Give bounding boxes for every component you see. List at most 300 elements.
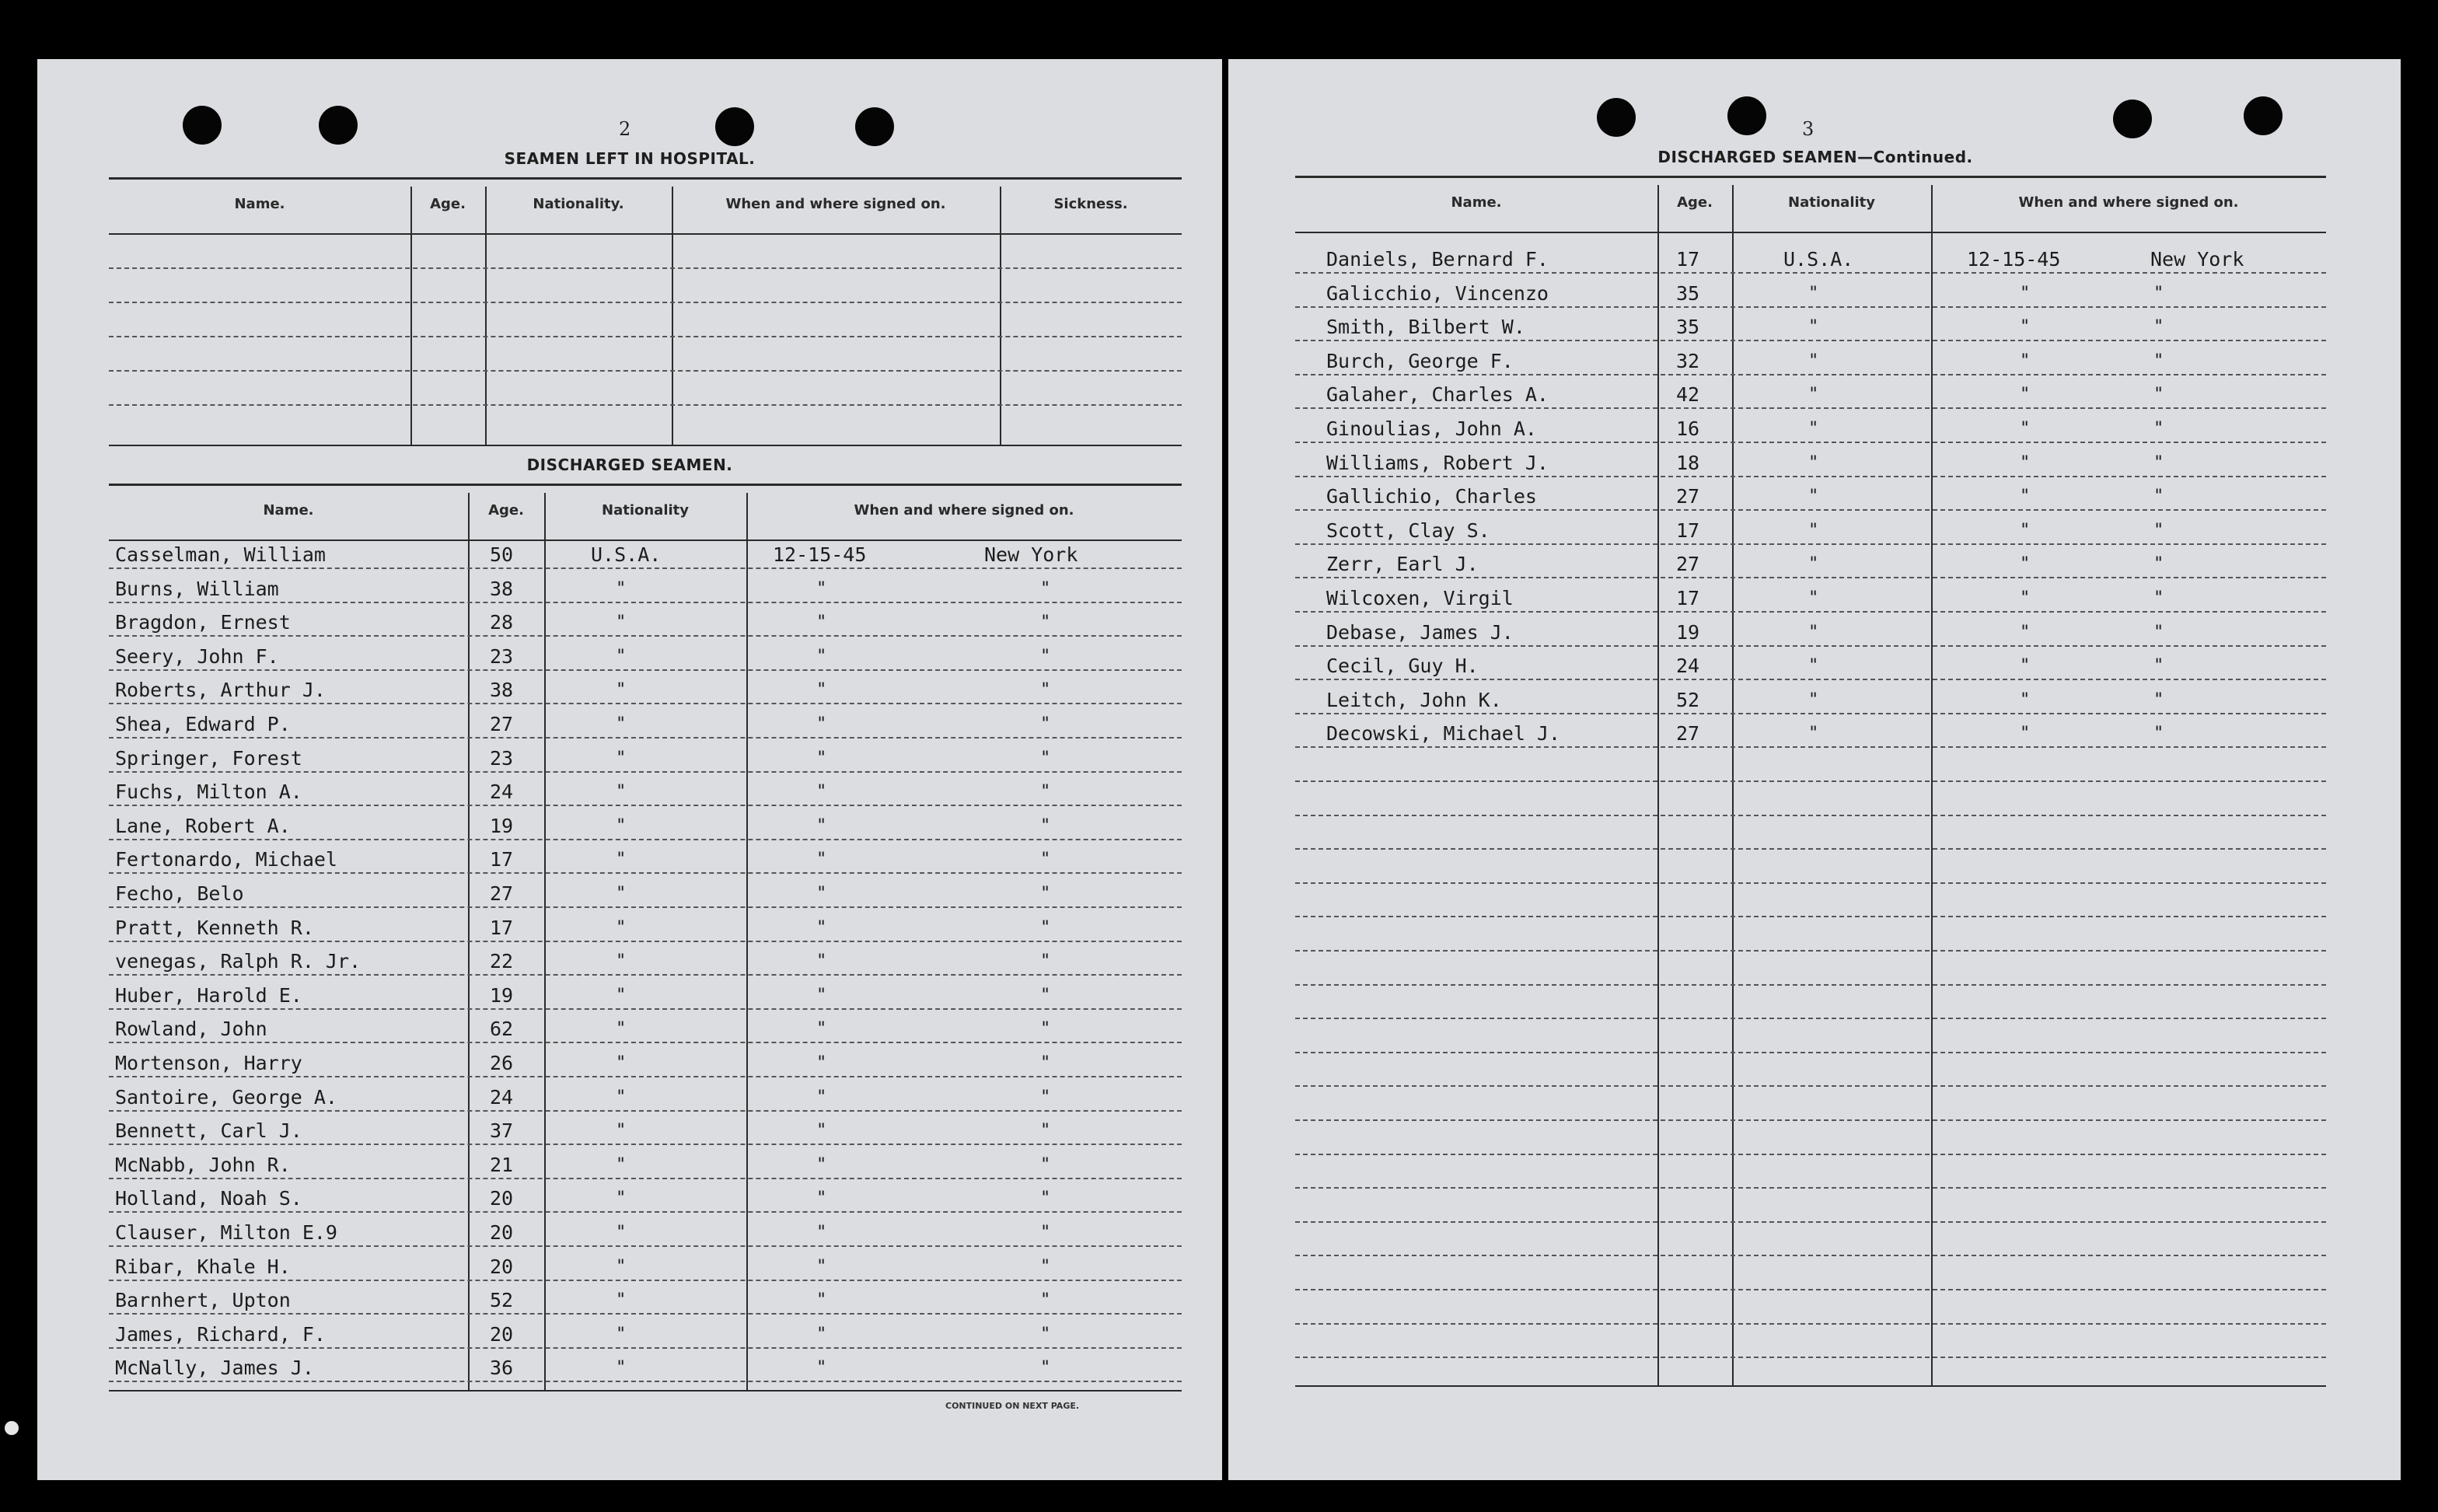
seaman-nationality: " xyxy=(616,952,627,971)
seaman-nationality: " xyxy=(616,850,627,869)
signed-on-place: " xyxy=(1040,1325,1051,1344)
seaman-age: 27 xyxy=(1676,722,1700,745)
column-header-signed-on: When and where signed on. xyxy=(725,196,946,212)
signed-on-date: 12-15-45 xyxy=(773,543,867,566)
signed-on-place: " xyxy=(2153,317,2164,337)
seaman-name: Mortenson, Harry xyxy=(115,1052,302,1074)
signed-on-place: " xyxy=(1040,884,1051,903)
column-header-name: Name. xyxy=(263,502,314,519)
discharged-section-title: DISCHARGED SEAMEN. xyxy=(526,456,733,474)
seaman-nationality: " xyxy=(616,749,627,768)
signed-on-date: " xyxy=(816,918,827,938)
row-guide-line xyxy=(109,336,1182,337)
seaman-age: 32 xyxy=(1676,350,1700,372)
signed-on-date: " xyxy=(816,1019,827,1039)
row-guide-line xyxy=(109,1211,1182,1213)
column-header-age: Age. xyxy=(430,196,466,212)
row-guide-line xyxy=(1295,645,2326,647)
seaman-name: Bennett, Carl J. xyxy=(115,1119,302,1142)
row-guide-line xyxy=(1295,882,2326,884)
seaman-age: 24 xyxy=(1676,655,1700,677)
row-guide-line xyxy=(1295,577,2326,578)
seaman-name: Huber, Harold E. xyxy=(115,984,302,1007)
row-guide-line xyxy=(109,771,1182,773)
seaman-nationality: " xyxy=(1808,419,1819,438)
seaman-nationality: " xyxy=(616,1019,627,1039)
table-bottom-rule xyxy=(109,1390,1182,1392)
seaman-name: Rowland, John xyxy=(115,1018,267,1040)
punch-hole-icon xyxy=(319,106,358,145)
seaman-nationality: " xyxy=(1808,623,1819,642)
seaman-age: 27 xyxy=(490,882,514,905)
signed-on-place: " xyxy=(2153,284,2164,303)
row-guide-line xyxy=(109,635,1182,637)
row-guide-line xyxy=(109,805,1182,806)
seaman-age: 23 xyxy=(490,645,514,668)
seaman-age: 26 xyxy=(490,1052,514,1074)
row-guide-line xyxy=(1295,746,2326,748)
row-guide-line xyxy=(1295,1357,2326,1358)
seaman-name: Leitch, John K. xyxy=(1326,689,1502,711)
signed-on-date: " xyxy=(2020,588,2031,608)
signed-on-place: " xyxy=(1040,1121,1051,1140)
signed-on-place: " xyxy=(1040,918,1051,938)
signed-on-date: " xyxy=(2020,284,2031,303)
row-guide-line xyxy=(1295,713,2326,714)
seaman-name: Zerr, Earl J. xyxy=(1326,553,1479,575)
signed-on-date: " xyxy=(816,579,827,599)
signed-on-place: " xyxy=(2153,521,2164,540)
seaman-nationality: " xyxy=(616,680,627,700)
signed-on-place: " xyxy=(1040,647,1051,666)
seaman-nationality: " xyxy=(616,1121,627,1140)
seaman-age: 36 xyxy=(490,1357,514,1379)
seaman-age: 23 xyxy=(490,747,514,770)
seaman-nationality: U.S.A. xyxy=(591,543,662,566)
row-guide-line xyxy=(1295,1221,2326,1223)
row-guide-line xyxy=(1295,950,2326,952)
seaman-age: 27 xyxy=(490,713,514,735)
seaman-nationality: " xyxy=(1808,453,1819,473)
column-header-signed-on: When and where signed on. xyxy=(854,502,1074,519)
table-header-rule xyxy=(109,233,1182,235)
seaman-nationality: " xyxy=(616,647,627,666)
seaman-name: venegas, Ralph R. Jr. xyxy=(115,950,362,972)
seaman-nationality: " xyxy=(616,1325,627,1344)
row-guide-line xyxy=(1295,509,2326,511)
signed-on-date: " xyxy=(2020,453,2031,473)
signed-on-place: " xyxy=(2153,623,2164,642)
signed-on-date: " xyxy=(2020,656,2031,676)
column-divider xyxy=(1000,187,1001,446)
signed-on-date: " xyxy=(816,749,827,768)
seaman-name: Burch, George F. xyxy=(1326,350,1514,372)
signed-on-place: " xyxy=(1040,1189,1051,1208)
seaman-name: McNally, James J. xyxy=(115,1357,314,1379)
seaman-nationality: " xyxy=(1808,284,1819,303)
signed-on-place: " xyxy=(2153,588,2164,608)
signed-on-place: " xyxy=(1040,1223,1051,1242)
row-guide-line xyxy=(1295,815,2326,816)
row-guide-line xyxy=(1295,1255,2326,1256)
seaman-age: 42 xyxy=(1676,383,1700,406)
column-header-age: Age. xyxy=(488,502,524,519)
row-guide-line xyxy=(109,1245,1182,1247)
column-divider xyxy=(1732,185,1734,1387)
signed-on-place: " xyxy=(2153,419,2164,438)
seaman-age: 27 xyxy=(1676,485,1700,508)
row-guide-line xyxy=(1295,476,2326,477)
seaman-age: 24 xyxy=(490,1086,514,1109)
seaman-name: Holland, Noah S. xyxy=(115,1187,302,1210)
seaman-age: 17 xyxy=(1676,587,1700,609)
signed-on-date: " xyxy=(2020,419,2031,438)
seaman-name: Lane, Robert A. xyxy=(115,815,291,837)
signed-on-date: 12-15-45 xyxy=(1967,248,2061,271)
signed-on-date: " xyxy=(2020,317,2031,337)
signed-on-date: " xyxy=(2020,623,2031,642)
seaman-age: 17 xyxy=(1676,519,1700,542)
signed-on-date: " xyxy=(816,1325,827,1344)
seaman-name: Daniels, Bernard F. xyxy=(1326,248,1549,271)
signed-on-place: " xyxy=(1040,1358,1051,1378)
signed-on-date: " xyxy=(816,1223,827,1242)
row-guide-line xyxy=(109,404,1182,406)
row-guide-line xyxy=(1295,984,2326,986)
seaman-name: Fertonardo, Michael xyxy=(115,848,337,871)
row-guide-line xyxy=(1295,374,2326,375)
signed-on-place: New York xyxy=(984,543,1078,566)
signed-on-date: " xyxy=(816,680,827,700)
seaman-age: 35 xyxy=(1676,282,1700,305)
seaman-name: Debase, James J. xyxy=(1326,621,1514,644)
seaman-age: 37 xyxy=(490,1119,514,1142)
row-guide-line xyxy=(1295,407,2326,409)
row-guide-line xyxy=(109,737,1182,739)
seaman-age: 52 xyxy=(490,1289,514,1311)
seaman-age: 17 xyxy=(490,848,514,871)
row-guide-line xyxy=(1295,272,2326,274)
row-guide-line xyxy=(1295,340,2326,341)
seaman-age: 17 xyxy=(490,917,514,939)
row-guide-line xyxy=(109,302,1182,303)
row-guide-line xyxy=(1295,848,2326,850)
row-guide-line xyxy=(1295,780,2326,782)
row-guide-line xyxy=(1295,679,2326,680)
signed-on-place: " xyxy=(1040,1257,1051,1276)
seaman-age: 19 xyxy=(1676,621,1700,644)
signed-on-place: " xyxy=(1040,1088,1051,1107)
seaman-nationality: " xyxy=(616,986,627,1005)
punch-hole-icon xyxy=(715,107,754,146)
seaman-name: Roberts, Arthur J. xyxy=(115,679,326,701)
seaman-nationality: " xyxy=(1808,385,1819,404)
seaman-name: Fecho, Belo xyxy=(115,882,244,905)
column-divider xyxy=(1657,185,1659,1387)
seaman-age: 19 xyxy=(490,815,514,837)
seaman-nationality: " xyxy=(616,782,627,801)
seaman-nationality: " xyxy=(616,1223,627,1242)
seaman-age: 17 xyxy=(1676,248,1700,271)
seaman-nationality: " xyxy=(616,816,627,836)
signed-on-place: " xyxy=(1040,1290,1051,1310)
row-guide-line xyxy=(1295,1187,2326,1189)
row-guide-line xyxy=(109,1144,1182,1145)
signed-on-place: " xyxy=(1040,579,1051,599)
column-header-nationality: Nationality xyxy=(602,502,689,519)
signed-on-date: " xyxy=(816,850,827,869)
signed-on-place: " xyxy=(2153,487,2164,506)
row-guide-line xyxy=(109,1042,1182,1043)
seaman-age: 20 xyxy=(490,1187,514,1210)
signed-on-place: " xyxy=(1040,680,1051,700)
seaman-name: James, Richard, F. xyxy=(115,1323,326,1346)
column-header-age: Age. xyxy=(1677,194,1713,211)
seaman-name: Burns, William xyxy=(115,578,279,600)
signed-on-place: " xyxy=(1040,952,1051,971)
seaman-age: 52 xyxy=(1676,689,1700,711)
signed-on-date: " xyxy=(2020,487,2031,506)
punch-hole-icon xyxy=(183,106,222,145)
seaman-age: 16 xyxy=(1676,417,1700,440)
seaman-nationality: " xyxy=(616,1290,627,1310)
signed-on-place: " xyxy=(2153,690,2164,710)
column-header-name: Name. xyxy=(1451,194,1502,211)
page-number: 3 xyxy=(1802,118,1815,140)
table-bottom-rule xyxy=(1295,1385,2326,1387)
row-guide-line xyxy=(109,567,1182,569)
row-guide-line xyxy=(1295,306,2326,308)
seaman-nationality: " xyxy=(616,1053,627,1073)
row-guide-line xyxy=(109,1347,1182,1349)
row-guide-line xyxy=(109,669,1182,671)
seaman-age: 27 xyxy=(1676,553,1700,575)
signed-on-place: " xyxy=(1040,749,1051,768)
seaman-age: 35 xyxy=(1676,316,1700,338)
signed-on-date: " xyxy=(816,1053,827,1073)
row-guide-line xyxy=(1295,916,2326,917)
seaman-name: Bragdon, Ernest xyxy=(115,611,291,634)
signed-on-place: " xyxy=(1040,986,1051,1005)
table-header-rule xyxy=(109,540,1182,541)
right-page xyxy=(1228,59,2401,1480)
seaman-name: Scott, Clay S. xyxy=(1326,519,1490,542)
signed-on-date: " xyxy=(816,613,827,632)
column-header-nationality: Nationality xyxy=(1788,194,1875,211)
signed-on-place: " xyxy=(2153,554,2164,574)
signed-on-date: " xyxy=(816,986,827,1005)
seaman-nationality: U.S.A. xyxy=(1783,248,1854,271)
table-top-rule xyxy=(109,177,1182,180)
row-guide-line xyxy=(1295,1119,2326,1121)
column-divider xyxy=(468,493,470,1392)
signed-on-place: " xyxy=(1040,1053,1051,1073)
signed-on-date: " xyxy=(816,1121,827,1140)
seaman-nationality: " xyxy=(1808,656,1819,676)
table-top-rule xyxy=(109,484,1182,486)
seaman-nationality: " xyxy=(1808,487,1819,506)
signed-on-place: " xyxy=(1040,850,1051,869)
seaman-nationality: " xyxy=(616,918,627,938)
punch-hole-icon xyxy=(2244,96,2283,135)
seaman-name: Clauser, Milton E.9 xyxy=(115,1221,337,1244)
column-header-name: Name. xyxy=(234,196,285,212)
seaman-name: Gallichio, Charles xyxy=(1326,485,1537,508)
signed-on-place: " xyxy=(2153,724,2164,743)
column-header-sickness: Sickness. xyxy=(1053,196,1128,212)
row-guide-line xyxy=(1295,1323,2326,1325)
row-guide-line xyxy=(109,1178,1182,1179)
signed-on-place: " xyxy=(1040,816,1051,836)
seaman-name: Fuchs, Milton A. xyxy=(115,780,302,803)
seaman-name: Williams, Robert J. xyxy=(1326,452,1549,474)
row-guide-line xyxy=(109,267,1182,269)
row-guide-line xyxy=(109,839,1182,840)
row-guide-line xyxy=(1295,1289,2326,1290)
seaman-nationality: " xyxy=(616,579,627,599)
signed-on-place: " xyxy=(1040,714,1051,734)
seaman-age: 19 xyxy=(490,984,514,1007)
seaman-age: 50 xyxy=(490,543,514,566)
seaman-age: 38 xyxy=(490,679,514,701)
column-divider xyxy=(485,187,487,446)
row-guide-line xyxy=(1295,1052,2326,1053)
seaman-age: 21 xyxy=(490,1154,514,1176)
row-guide-line xyxy=(109,906,1182,908)
table-bottom-rule xyxy=(109,445,1182,446)
row-guide-line xyxy=(109,1076,1182,1077)
signed-on-date: " xyxy=(816,714,827,734)
row-guide-line xyxy=(109,1381,1182,1382)
punch-hole-icon xyxy=(2113,100,2152,138)
hospital-section-title: SEAMEN LEFT IN HOSPITAL. xyxy=(504,149,756,168)
signed-on-date: " xyxy=(816,1155,827,1175)
table-top-rule xyxy=(1295,176,2326,178)
seaman-nationality: " xyxy=(616,714,627,734)
seaman-name: Shea, Edward P. xyxy=(115,713,291,735)
row-guide-line xyxy=(1295,1154,2326,1155)
seaman-age: 62 xyxy=(490,1018,514,1040)
continued-note: CONTINUED ON NEXT PAGE. xyxy=(945,1401,1080,1411)
seaman-name: Ginoulias, John A. xyxy=(1326,417,1537,440)
row-guide-line xyxy=(109,872,1182,874)
row-guide-line xyxy=(109,370,1182,372)
column-divider xyxy=(410,187,412,446)
seaman-nationality: " xyxy=(1808,317,1819,337)
discharged-continued-title: DISCHARGED SEAMEN—Continued. xyxy=(1657,148,1973,166)
seaman-age: 24 xyxy=(490,780,514,803)
signed-on-date: " xyxy=(816,1290,827,1310)
signed-on-date: " xyxy=(2020,724,2031,743)
table-header-rule xyxy=(1295,232,2326,233)
punch-hole-icon xyxy=(1727,96,1766,135)
seaman-nationality: " xyxy=(1808,588,1819,608)
row-guide-line xyxy=(1295,1085,2326,1087)
signed-on-date: " xyxy=(816,952,827,971)
seaman-nationality: " xyxy=(1808,351,1819,371)
seaman-name: Galicchio, Vincenzo xyxy=(1326,282,1549,305)
seaman-name: Springer, Forest xyxy=(115,747,302,770)
seaman-nationality: " xyxy=(616,1088,627,1107)
signed-on-date: " xyxy=(2020,521,2031,540)
seaman-nationality: " xyxy=(1808,690,1819,710)
column-divider xyxy=(1931,185,1933,1387)
signed-on-date: " xyxy=(2020,351,2031,371)
signed-on-date: " xyxy=(816,1088,827,1107)
signed-on-date: " xyxy=(2020,554,2031,574)
seaman-age: 20 xyxy=(490,1221,514,1244)
punch-hole-icon xyxy=(1597,98,1636,137)
row-guide-line xyxy=(109,974,1182,976)
row-guide-line xyxy=(1295,611,2326,613)
row-guide-line xyxy=(109,1008,1182,1010)
seaman-name: Barnhert, Upton xyxy=(115,1289,291,1311)
signed-on-place: " xyxy=(2153,385,2164,404)
seaman-name: Seery, John F. xyxy=(115,645,279,668)
signed-on-place: " xyxy=(1040,782,1051,801)
signed-on-place: " xyxy=(2153,351,2164,371)
seaman-nationality: " xyxy=(616,1189,627,1208)
column-divider xyxy=(544,493,546,1392)
signed-on-date: " xyxy=(816,1189,827,1208)
seaman-name: Santoire, George A. xyxy=(115,1086,337,1109)
seaman-age: 28 xyxy=(490,611,514,634)
signed-on-place: New York xyxy=(2150,248,2244,271)
signed-on-date: " xyxy=(816,1257,827,1276)
seaman-age: 22 xyxy=(490,950,514,972)
row-guide-line xyxy=(109,703,1182,704)
seaman-nationality: " xyxy=(616,613,627,632)
row-guide-line xyxy=(1295,1018,2326,1019)
seaman-name: Cecil, Guy H. xyxy=(1326,655,1479,677)
seaman-age: 20 xyxy=(490,1323,514,1346)
row-guide-line xyxy=(109,602,1182,603)
seaman-nationality: " xyxy=(616,1358,627,1378)
seaman-name: Wilcoxen, Virgil xyxy=(1326,587,1514,609)
seaman-nationality: " xyxy=(616,1257,627,1276)
column-divider xyxy=(746,493,748,1392)
signed-on-date: " xyxy=(816,884,827,903)
column-header-nationality: Nationality. xyxy=(533,196,624,212)
signed-on-place: " xyxy=(1040,1155,1051,1175)
seaman-name: Casselman, William xyxy=(115,543,326,566)
signed-on-place: " xyxy=(1040,1019,1051,1039)
seaman-name: Decowski, Michael J. xyxy=(1326,722,1561,745)
seaman-name: McNabb, John R. xyxy=(115,1154,291,1176)
signed-on-date: " xyxy=(816,1358,827,1378)
seaman-age: 38 xyxy=(490,578,514,600)
row-guide-line xyxy=(109,941,1182,942)
row-guide-line xyxy=(1295,442,2326,443)
column-divider xyxy=(672,187,673,446)
signed-on-date: " xyxy=(816,782,827,801)
seaman-age: 18 xyxy=(1676,452,1700,474)
seaman-name: Galaher, Charles A. xyxy=(1326,383,1549,406)
seaman-nationality: " xyxy=(1808,554,1819,574)
seaman-age: 20 xyxy=(490,1255,514,1278)
row-guide-line xyxy=(109,1313,1182,1315)
row-guide-line xyxy=(109,1280,1182,1281)
seaman-name: Ribar, Khale H. xyxy=(115,1255,291,1278)
signed-on-date: " xyxy=(816,647,827,666)
seaman-nationality: " xyxy=(1808,724,1819,743)
signed-on-place: " xyxy=(2153,453,2164,473)
signed-on-place: " xyxy=(2153,656,2164,676)
seaman-name: Pratt, Kenneth R. xyxy=(115,917,314,939)
page-number: 2 xyxy=(619,118,631,140)
signed-on-date: " xyxy=(2020,690,2031,710)
column-header-signed-on: When and where signed on. xyxy=(2018,194,2239,211)
